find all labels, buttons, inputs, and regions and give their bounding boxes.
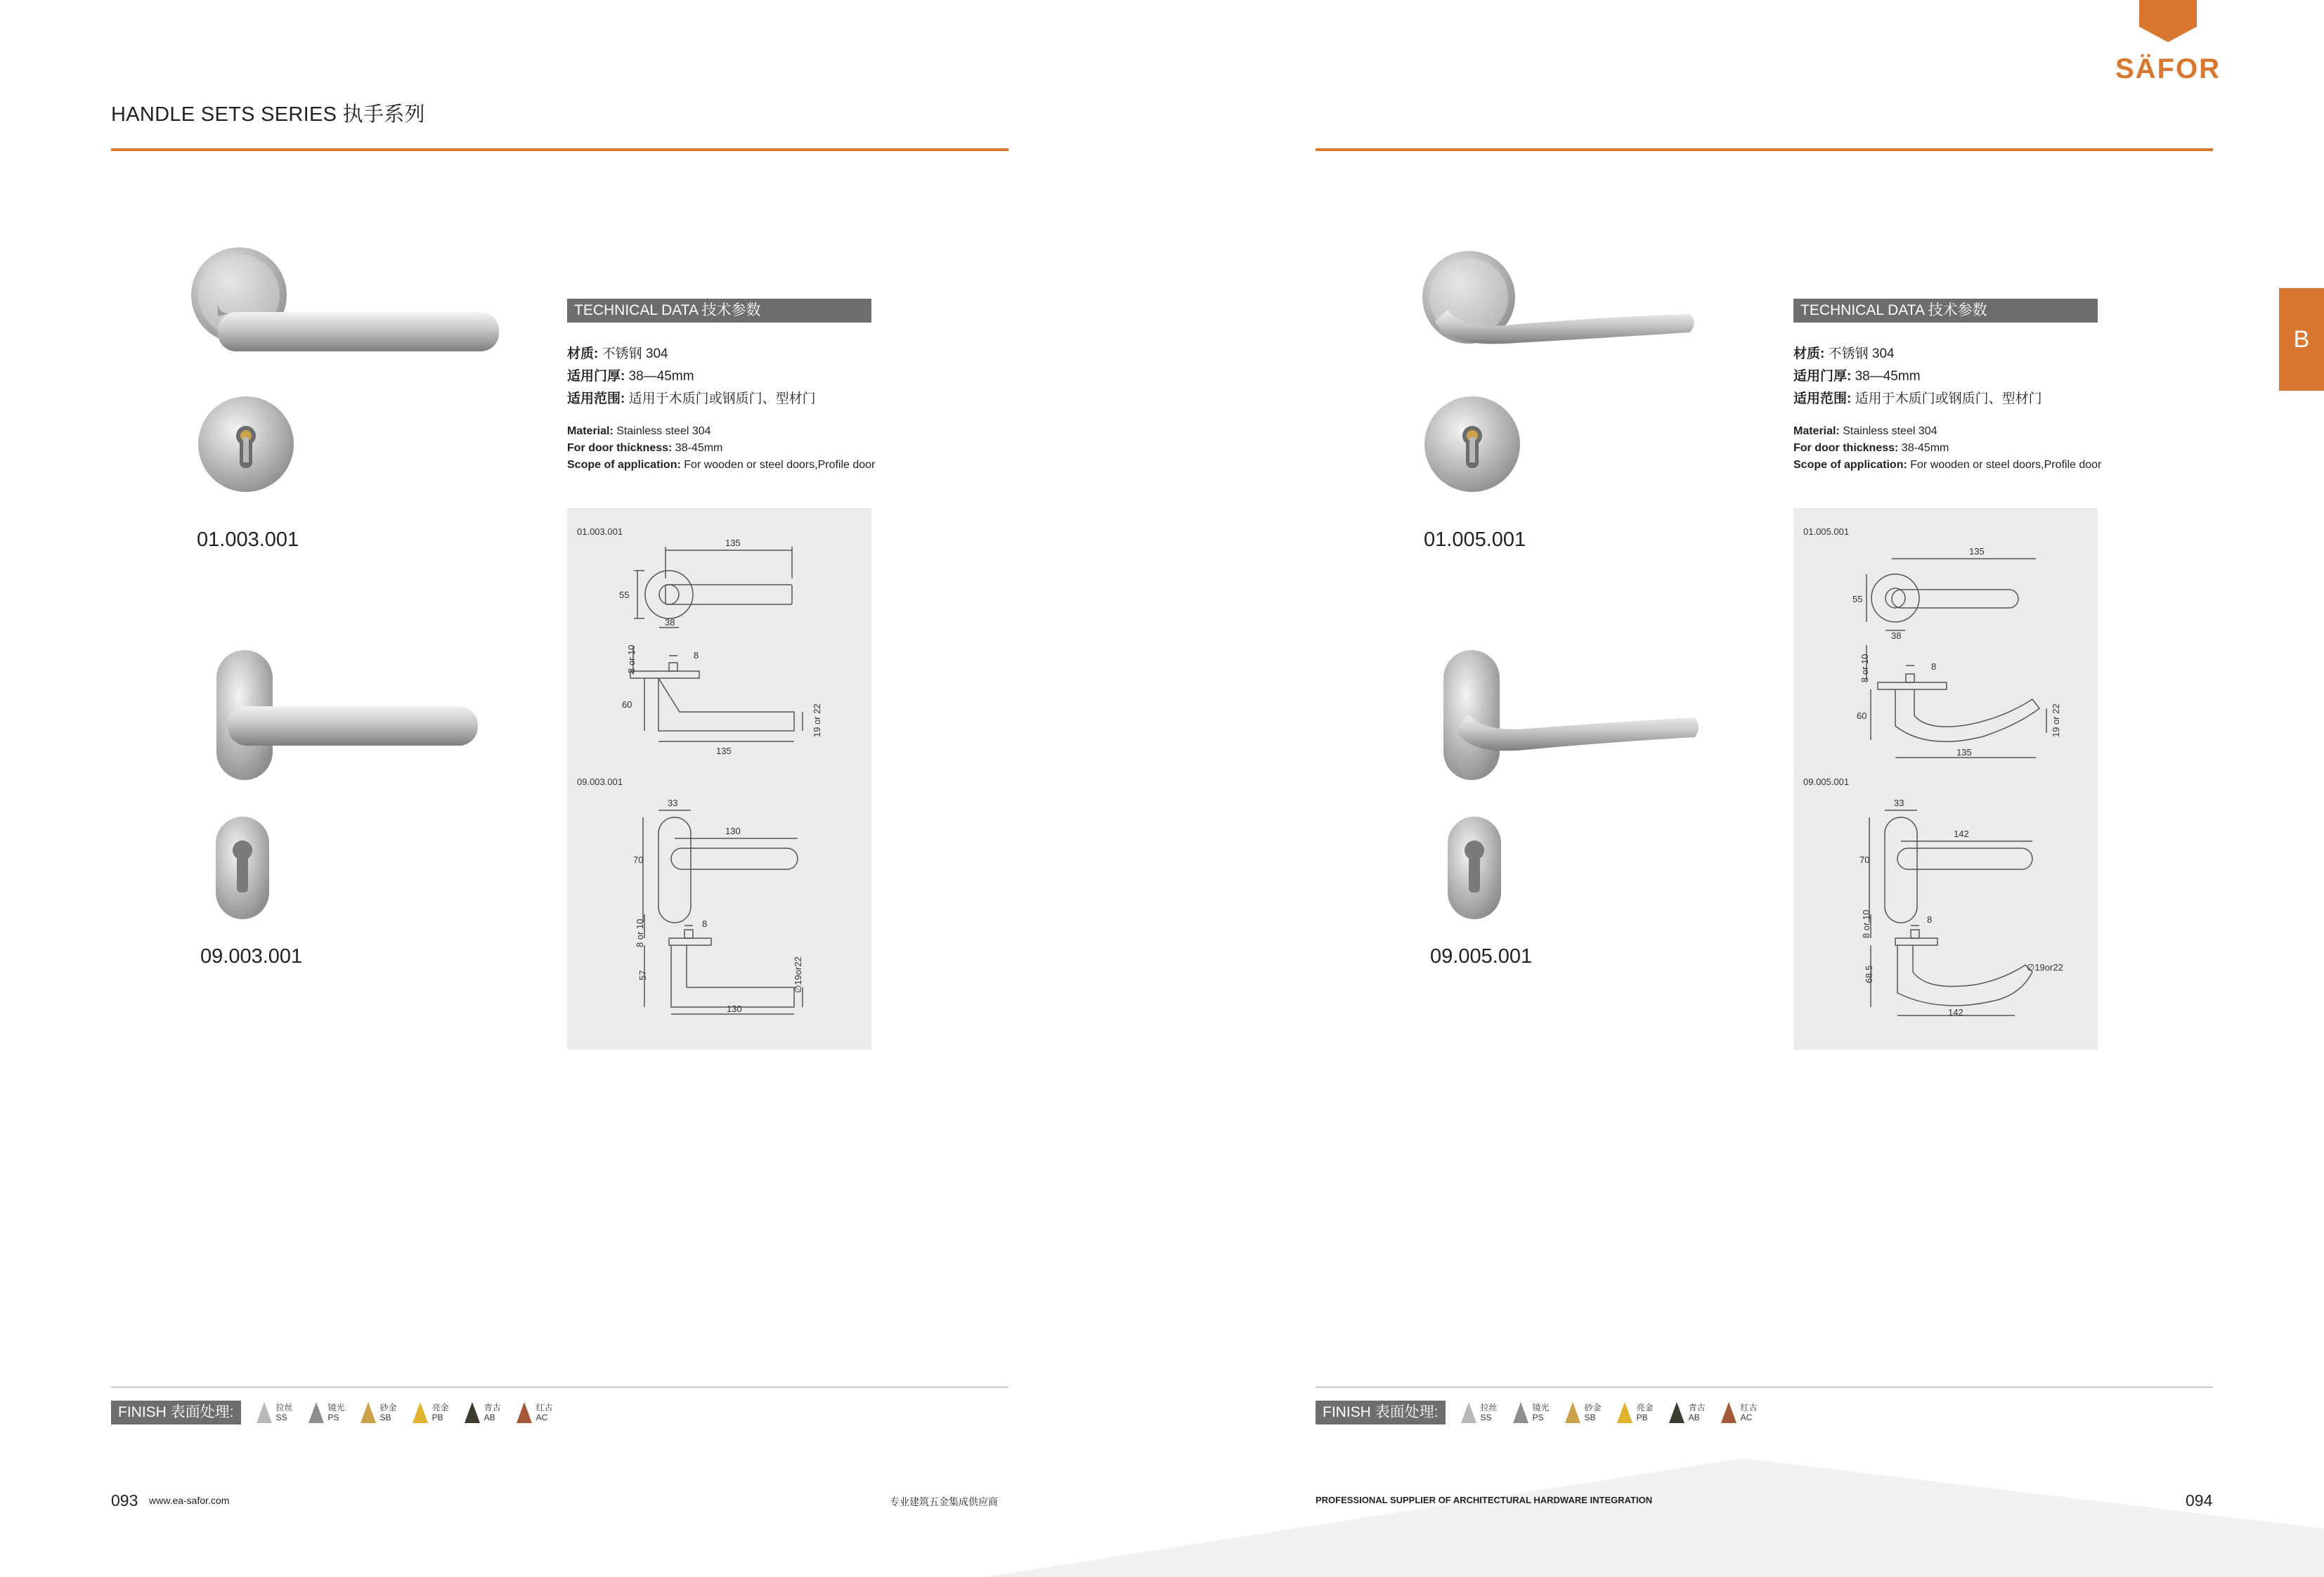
technical-drawing-panel [567, 508, 871, 1050]
finish-swatch-ac [1721, 1402, 1758, 1423]
dim-grip: 19 or 22 [812, 703, 822, 737]
section-tab[interactable]: B [2279, 288, 2324, 391]
lever-handle-curved-photo [1420, 249, 1701, 355]
dim-grip: ∅19or22 [793, 956, 803, 993]
finish-name: 砂金 [1584, 1403, 1602, 1413]
finish-label: FINISH 表面处理: [111, 1401, 241, 1425]
right-header-rule [1316, 148, 2213, 151]
spec-row: 适用范围: 适用于木质门或钢质门、型材门 [1793, 391, 2042, 406]
cone-swatch-icon [257, 1402, 272, 1423]
technical-drawing [567, 508, 871, 1050]
dim-width: 33 [1894, 798, 1904, 808]
finish-swatch-sb [361, 1402, 397, 1423]
diagram-code-top: 01.003.001 [577, 526, 623, 537]
dim-thickness: 8 or 10 [1859, 654, 1870, 682]
finish-name: 亮金 [1636, 1403, 1654, 1413]
dim-rose: 55 [619, 590, 630, 600]
finish-code: AC [535, 1413, 548, 1422]
lever-handle-straight-photo [190, 246, 499, 358]
right-finish-rule [1316, 1387, 2213, 1388]
finish-name: 拉丝 [275, 1403, 293, 1413]
finish-code: AB [1688, 1413, 1700, 1422]
spec-row: 适用范围: 适用于木质门或钢质门、型材门 [567, 391, 816, 406]
finish-code: AC [1740, 1413, 1753, 1422]
finish-code: PS [1532, 1413, 1544, 1422]
spec-row: 材质: 不锈钢 304 [1793, 346, 1895, 361]
finish-code: SS [275, 1413, 287, 1422]
dim-bottom: 135 [716, 746, 732, 756]
dim-height: 70 [1859, 855, 1870, 865]
finish-code: PB [1636, 1413, 1648, 1422]
finish-swatch-ac [517, 1402, 553, 1423]
finish-name: 青古 [483, 1403, 501, 1413]
finish-code: SB [1584, 1413, 1596, 1422]
oval-escutcheon-photo [1446, 815, 1502, 921]
dim-bottom: 142 [1948, 1007, 1963, 1018]
finish-swatch-ss [1461, 1402, 1498, 1423]
finish-row-right [1316, 1398, 1758, 1427]
finish-swatch-ps [309, 1402, 345, 1423]
spec-row: 适用门厚: 38—45mm [1793, 369, 1921, 384]
product-code: 01.005.001 [1424, 528, 1526, 551]
dim-length: 130 [725, 826, 741, 836]
cone-swatch-icon [1669, 1402, 1684, 1423]
dim-bottom: 130 [727, 1004, 742, 1014]
spec-row: Scope of application: For wooden or steel doors,Profile door [567, 459, 876, 471]
spec-en-list [1793, 423, 2101, 474]
cone-swatch-icon [517, 1402, 532, 1423]
lever-handle-curved-oval-photo [1441, 650, 1701, 784]
cone-swatch-icon [465, 1402, 480, 1423]
finish-swatch-ps [1513, 1402, 1550, 1423]
spec-row: Material: Stainless steel 304 [1793, 425, 1937, 437]
page-number: 094 [2186, 1491, 2213, 1510]
finish-list [1446, 1402, 1758, 1423]
spec-row: 适用门厚: 38—45mm [567, 369, 694, 384]
dim-stem: 8 [694, 650, 699, 661]
finish-code: PS [327, 1413, 339, 1422]
brand-logo-shape [2139, 0, 2197, 44]
dim-depth: 68.5 [1864, 965, 1874, 983]
spec-cn-list [567, 343, 816, 410]
finish-code: PB [431, 1413, 443, 1422]
cone-swatch-icon [1461, 1402, 1476, 1423]
technical-drawing [1793, 508, 2098, 1050]
footer-website[interactable]: www.ea-safor.com [149, 1495, 230, 1506]
finish-list [241, 1402, 553, 1423]
technical-data-bar: TECHNICAL DATA 技术参数 [1793, 299, 2098, 323]
spec-cn-list [1793, 343, 2042, 410]
finish-name: 镜光 [327, 1403, 345, 1413]
dim-rose-inner: 38 [1891, 630, 1902, 641]
dim-rose: 55 [1852, 594, 1863, 604]
finish-code: SS [1480, 1413, 1492, 1422]
spec-en-list [567, 423, 875, 474]
finish-code: SB [379, 1413, 391, 1422]
spec-row: For door thickness: 38-45mm [1793, 442, 1949, 454]
dim-thickness: 8 or 10 [626, 644, 637, 673]
finish-swatch-ab [1669, 1402, 1706, 1423]
finish-swatch-pb [413, 1402, 449, 1423]
left-header-rule [111, 148, 1008, 151]
product-code: 09.005.001 [1430, 945, 1533, 968]
technical-drawing-panel [1793, 508, 2098, 1050]
finish-row-left [111, 1398, 553, 1427]
finish-swatch-ab [465, 1402, 501, 1423]
dim-depth: 57 [637, 970, 648, 980]
finish-name: 红古 [1740, 1403, 1758, 1413]
footer-slogan: PROFESSIONAL SUPPLIER OF ARCHITECTURAL HARDWARE INTEGRATION [1316, 1495, 1653, 1505]
lever-handle-oval-photo [211, 650, 478, 784]
dim-length: 142 [1954, 829, 1969, 839]
brand-logo-text: SÄFOR [2115, 53, 2221, 84]
product-code: 01.003.001 [197, 528, 299, 551]
finish-code: AB [483, 1413, 495, 1422]
page-number: 093 [111, 1491, 138, 1510]
dim-height: 60 [1857, 710, 1867, 721]
dim-width: 33 [668, 798, 678, 808]
cone-swatch-icon [1565, 1402, 1580, 1423]
dim-grip: ∅19or22 [2027, 962, 2063, 973]
footer-background-shape [984, 1458, 2324, 1577]
finish-name: 镜光 [1532, 1403, 1550, 1413]
finish-name: 亮金 [431, 1403, 449, 1413]
cone-swatch-icon [309, 1402, 324, 1423]
cone-swatch-icon [1617, 1402, 1632, 1423]
finish-swatch-pb [1617, 1402, 1654, 1423]
dim-thickness: 8 or 10 [1861, 909, 1871, 938]
footer-slogan: 专业建筑五金集成供应商 [890, 1496, 998, 1507]
spec-row: Material: Stainless steel 304 [567, 425, 711, 437]
dim-bottom: 135 [1956, 747, 1972, 758]
cone-swatch-icon [1513, 1402, 1528, 1423]
cone-swatch-icon [361, 1402, 376, 1423]
dim-length: 135 [725, 538, 741, 548]
dim-length: 135 [1969, 546, 1985, 557]
dim-height: 60 [622, 699, 632, 710]
dim-grip: 19 or 22 [2051, 703, 2061, 737]
round-escutcheon-photo [197, 394, 295, 499]
product-code: 09.003.001 [200, 945, 303, 968]
round-escutcheon-photo [1423, 394, 1521, 499]
finish-name: 青古 [1688, 1403, 1706, 1413]
dim-thickness: 8 or 10 [635, 919, 645, 947]
spec-row: Scope of application: For wooden or steel doors,Profile door [1793, 459, 2102, 471]
finish-label: FINISH 表面处理: [1316, 1401, 1446, 1425]
dim-stem: 8 [1927, 914, 1933, 925]
cone-swatch-icon [413, 1402, 428, 1423]
diagram-code-bottom: 09.003.001 [577, 777, 623, 787]
dim-stem: 8 [702, 919, 708, 929]
page-title: HANDLE SETS SERIES 执手系列 [111, 103, 425, 126]
finish-name: 拉丝 [1480, 1403, 1498, 1413]
left-finish-rule [111, 1387, 1008, 1388]
diagram-code-bottom: 09.005.001 [1803, 777, 1850, 787]
dim-stem: 8 [1931, 661, 1937, 672]
finish-swatch-sb [1565, 1402, 1602, 1423]
finish-name: 砂金 [379, 1403, 397, 1413]
cone-swatch-icon [1721, 1402, 1736, 1423]
spec-row: For door thickness: 38-45mm [567, 442, 723, 454]
oval-escutcheon-photo [214, 815, 271, 921]
diagram-code-top: 01.005.001 [1803, 526, 1850, 537]
finish-swatch-ss [257, 1402, 293, 1423]
technical-data-bar: TECHNICAL DATA 技术参数 [567, 299, 871, 323]
spec-row: 材质: 不锈钢 304 [567, 346, 668, 361]
dim-rose-inner: 38 [665, 617, 675, 628]
dim-height: 70 [633, 855, 644, 865]
finish-name: 红古 [535, 1403, 553, 1413]
